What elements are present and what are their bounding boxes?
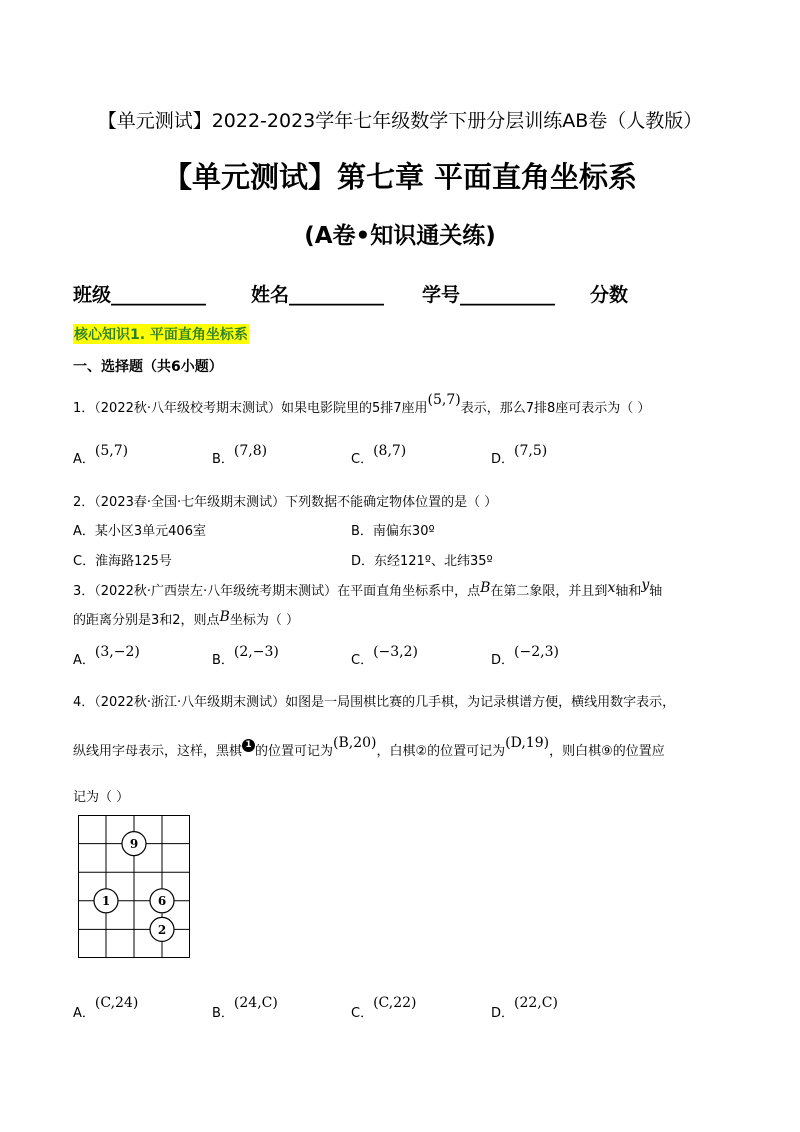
question-3-line-2: 的距离分别是3和2，则点B坐标为（ ） <box>73 609 299 628</box>
svg-text:1: 1 <box>101 894 111 908</box>
question-2-option-d: D．东经121º、北纬35º <box>351 554 493 569</box>
question-2-text: 2．（2023春·全国·七年级期末测试）下列数据不能确定物体位置的是（ ） <box>73 495 498 510</box>
question-4-line-1: 4．（2022秋·浙江·八年级期末测试）如图是一局围棋比赛的几手棋，为记录棋谱方便，横线用数字表示， <box>73 695 676 710</box>
svg-text:6: 6 <box>157 894 167 908</box>
question-1-option-b: B．(7,8) <box>212 443 268 467</box>
student-info-fields <box>73 280 628 307</box>
black-stone-icon: 1 <box>242 739 255 752</box>
question-1-text: 1．（2022秋·八年级校考期末测试）如果电影院里的5排7座用(5,7)表示，那么7排8座可表示为（ ） <box>73 392 651 416</box>
svg-text:9: 9 <box>129 837 139 851</box>
question-3-option-d: D．(−2,3) <box>491 644 559 668</box>
question-3-line-1: 3．（2022秋·广西崇左·八年级统考期末测试）在平面直角坐标系中，点B在第二象限，并且到x轴和y轴 <box>73 577 663 599</box>
white-stone-2 <box>150 917 174 941</box>
question-4-line-2: 纵线用字母表示，这样，黑棋 1 的位置可记为(B,20)，白棋②的位置可记为(D,19)，则白棋⑨的位置应 <box>73 735 665 759</box>
question-4-option-c: C．(C,22) <box>351 995 417 1021</box>
question-1-option-c: C．(8,7) <box>351 443 407 467</box>
paper-title: (A卷•知识通关练) <box>304 223 496 249</box>
chapter-title: 【单元测试】第七章 平面直角坐标系 <box>162 160 638 194</box>
question-3-option-a: A．(3,−2) <box>73 644 140 668</box>
name-field: 姓名__________ <box>251 284 385 306</box>
question-4-line-3: 记为（ ） <box>73 790 130 805</box>
series-title: 【单元测试】2022-2023学年七年级数学下册分层训练AB卷（人教版） <box>97 110 703 132</box>
question-2-option-b: B．南偏东30º <box>351 524 435 539</box>
question-1-option-d: D．(7,5) <box>491 443 548 467</box>
go-board-figure <box>78 815 190 958</box>
question-2-option-a: A．某小区3单元406室 <box>73 524 206 539</box>
math-expression: (5,7) <box>427 392 461 408</box>
section-heading: 核心知识1. 平面直角坐标系 <box>73 324 249 344</box>
white-stone-6 <box>150 889 174 913</box>
question-1-option-a: A．(5,7) <box>73 443 129 467</box>
question-2-option-c: C．淮海路125号 <box>73 554 172 569</box>
class-field: 班级__________ <box>73 284 207 306</box>
question-4-option-d: D．(22,C) <box>491 995 558 1021</box>
score-field: 分数 <box>590 284 629 306</box>
white-stone-9 <box>122 832 146 856</box>
question-3-option-c: C．(−3,2) <box>351 644 418 668</box>
student-id-field: 学号__________ <box>422 284 556 306</box>
question-4-option-b: B．(24,C) <box>212 995 278 1021</box>
black-stone-1 <box>94 889 118 913</box>
question-type-heading: 一、选择题（共6小题） <box>73 359 223 375</box>
question-4-option-a: A．(C,24) <box>73 995 139 1021</box>
svg-text:2: 2 <box>157 923 167 937</box>
question-3-option-b: B．(2,−3) <box>212 644 279 668</box>
